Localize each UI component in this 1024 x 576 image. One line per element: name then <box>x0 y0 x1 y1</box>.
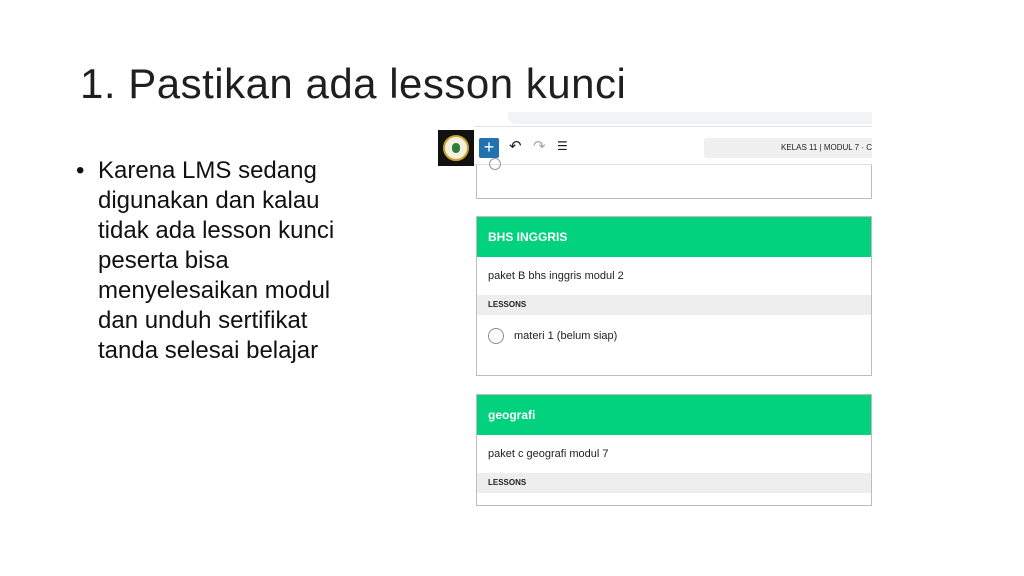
browser-address-bar[interactable] <box>508 112 872 124</box>
site-logo[interactable] <box>438 130 474 166</box>
previous-course-card <box>476 165 872 199</box>
lesson-radio[interactable] <box>489 158 501 170</box>
lesson-label: materi 1 (belum siap) <box>514 330 618 342</box>
lesson-item[interactable] <box>477 315 871 357</box>
bullet-point <box>76 156 376 366</box>
list-view-icon[interactable]: ☰ <box>557 139 568 153</box>
document-title-bar[interactable]: KELAS 11 | MODUL 7 · C <box>704 138 872 158</box>
add-block-button[interactable]: + <box>479 138 499 158</box>
course-card-header[interactable]: BHS INGGRIS <box>477 217 871 257</box>
course-package-label: paket B bhs inggris modul 2 <box>488 270 624 282</box>
editor-toolbar <box>474 132 872 165</box>
seal-logo-icon <box>443 135 469 161</box>
undo-icon[interactable]: ↶ <box>509 138 522 155</box>
bullet-dot: • <box>76 157 85 184</box>
divider <box>474 126 872 127</box>
bullet-text: Karena LMS sedang digunakan dan kalau tidak ada lesson kunci peserta bisa menyelesaikan modul dan unduh sertifikat tanda selesai belajar <box>98 157 335 364</box>
course-card-header[interactable]: geografi <box>477 395 871 435</box>
lesson-radio[interactable] <box>488 328 504 344</box>
redo-icon[interactable]: ↷ <box>533 138 546 155</box>
lessons-heading: LESSONS <box>477 473 871 493</box>
lms-editor-screenshot <box>438 112 872 544</box>
slide-title: 1. Pastikan ada lesson kunci <box>80 60 627 107</box>
course-card-bhs-inggris <box>476 216 872 376</box>
course-package-label: paket c geografi modul 7 <box>488 448 609 460</box>
editor-canvas <box>476 165 872 544</box>
course-card-geografi <box>476 394 872 506</box>
lessons-heading: LESSONS <box>477 295 871 315</box>
